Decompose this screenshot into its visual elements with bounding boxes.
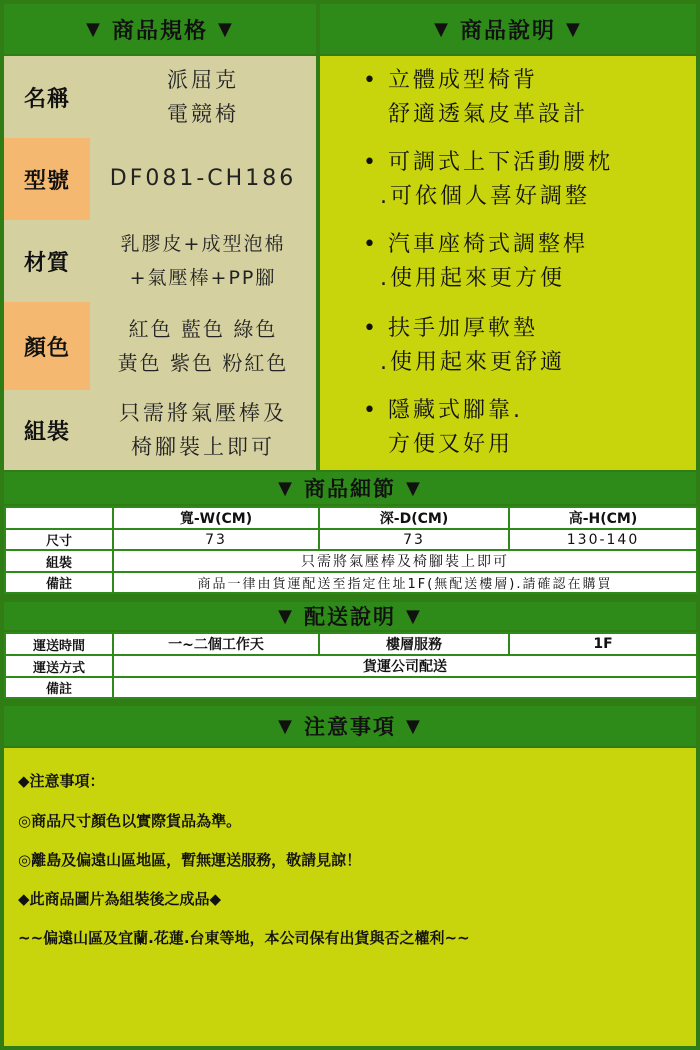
shipping-remark-label: 備註	[5, 677, 113, 698]
spec-value-color: 紅色 藍色 綠色 黃色 紫色 粉紅色	[90, 302, 316, 390]
shipping-remark-value	[113, 677, 697, 698]
notice-header: ▼ 注意事項 ▼	[4, 706, 696, 746]
shipping-time-value: 一~二個工作天	[113, 633, 319, 655]
detail-table	[4, 506, 698, 594]
shipping-floor-label: 樓層服務	[319, 633, 509, 655]
desc-item: • 可調式上下活動腰枕 .可依個人喜好調整	[363, 150, 614, 209]
table-row	[5, 677, 697, 698]
spec-label-name: 名稱	[4, 56, 90, 138]
shipping-table	[4, 632, 698, 699]
detail-header: ▼ 商品細節 ▼	[4, 472, 696, 504]
shipping-header: ▼ 配送說明 ▼	[4, 602, 696, 630]
detail-assembly-label: 組裝	[5, 550, 113, 572]
shipping-method-value: 貨運公司配送	[113, 655, 697, 677]
desc-item: • 立體成型椅背 舒適透氣皮革設計	[363, 68, 589, 127]
detail-header-depth: 深-D(CM)	[319, 507, 509, 529]
shipping-floor-value: 1F	[509, 633, 697, 655]
spec-label-model: 型號	[4, 138, 90, 220]
table-row	[5, 550, 697, 572]
detail-header-height: 高-H(CM)	[509, 507, 697, 529]
notice-title: 注意事項	[304, 715, 396, 739]
detail-remark-value: 商品一律由貨運配送至指定住址1F(無配送樓層).請確認在購買	[113, 572, 697, 593]
spec-value-material: 乳膠皮+成型泡棉 +氣壓棒+PP腳	[90, 220, 316, 302]
notice-line: ◎商品尺寸顏色以實際貨品為準。	[18, 812, 242, 830]
shipping-time-label: 運送時間	[5, 633, 113, 655]
shipping-method-label: 運送方式	[5, 655, 113, 677]
desc-header: ▼ 商品說明 ▼	[320, 4, 696, 54]
spec-header: ▼ 商品規格 ▼	[4, 4, 316, 54]
detail-title: 商品細節	[304, 477, 396, 501]
notice-panel	[4, 748, 696, 1046]
detail-size-label: 尺寸	[5, 529, 113, 550]
spec-label-assembly: 組裝	[4, 390, 90, 470]
table-row	[5, 529, 697, 550]
detail-height-value: 130-140	[509, 529, 697, 550]
table-row	[5, 572, 697, 593]
notice-line: ◎離島及偏遠山區地區，暫無運送服務，敬請見諒！	[18, 851, 362, 869]
detail-header-blank	[5, 507, 113, 529]
desc-panel	[320, 56, 696, 470]
spec-value-name: 派屈克 電競椅	[90, 56, 316, 138]
shipping-title: 配送說明	[304, 605, 396, 629]
spec-label-material: 材質	[4, 220, 90, 302]
notice-line: ◆此商品圖片為組裝後之成品◆	[18, 890, 222, 908]
desc-item: • 汽車座椅式調整桿 .使用起來更方便	[363, 232, 589, 291]
notice-line: ~~偏遠山區及宜蘭.花蓮.台東等地，本公司保有出貨與否之權利~~	[18, 929, 470, 947]
desc-title: 商品說明	[459, 18, 556, 44]
spec-value-assembly: 只需將氣壓棒及 椅腳裝上即可	[90, 390, 316, 470]
desc-item: • 隱藏式腳靠. 方便又好用	[363, 398, 523, 457]
table-row	[5, 655, 697, 677]
detail-width-value: 73	[113, 529, 319, 550]
detail-depth-value: 73	[319, 529, 509, 550]
spec-label-color: 顏色	[4, 302, 90, 390]
notice-line: ◆注意事項：	[18, 772, 105, 790]
desc-item: • 扶手加厚軟墊 .使用起來更舒適	[363, 316, 565, 375]
spec-value-model: DF081-CH186	[90, 138, 316, 220]
spec-title: 商品規格	[111, 18, 208, 44]
table-row	[5, 507, 697, 529]
detail-header-width: 寬-W(CM)	[113, 507, 319, 529]
detail-assembly-value: 只需將氣壓棒及椅腳裝上即可	[113, 550, 697, 572]
table-row	[5, 633, 697, 655]
detail-remark-label: 備註	[5, 572, 113, 593]
